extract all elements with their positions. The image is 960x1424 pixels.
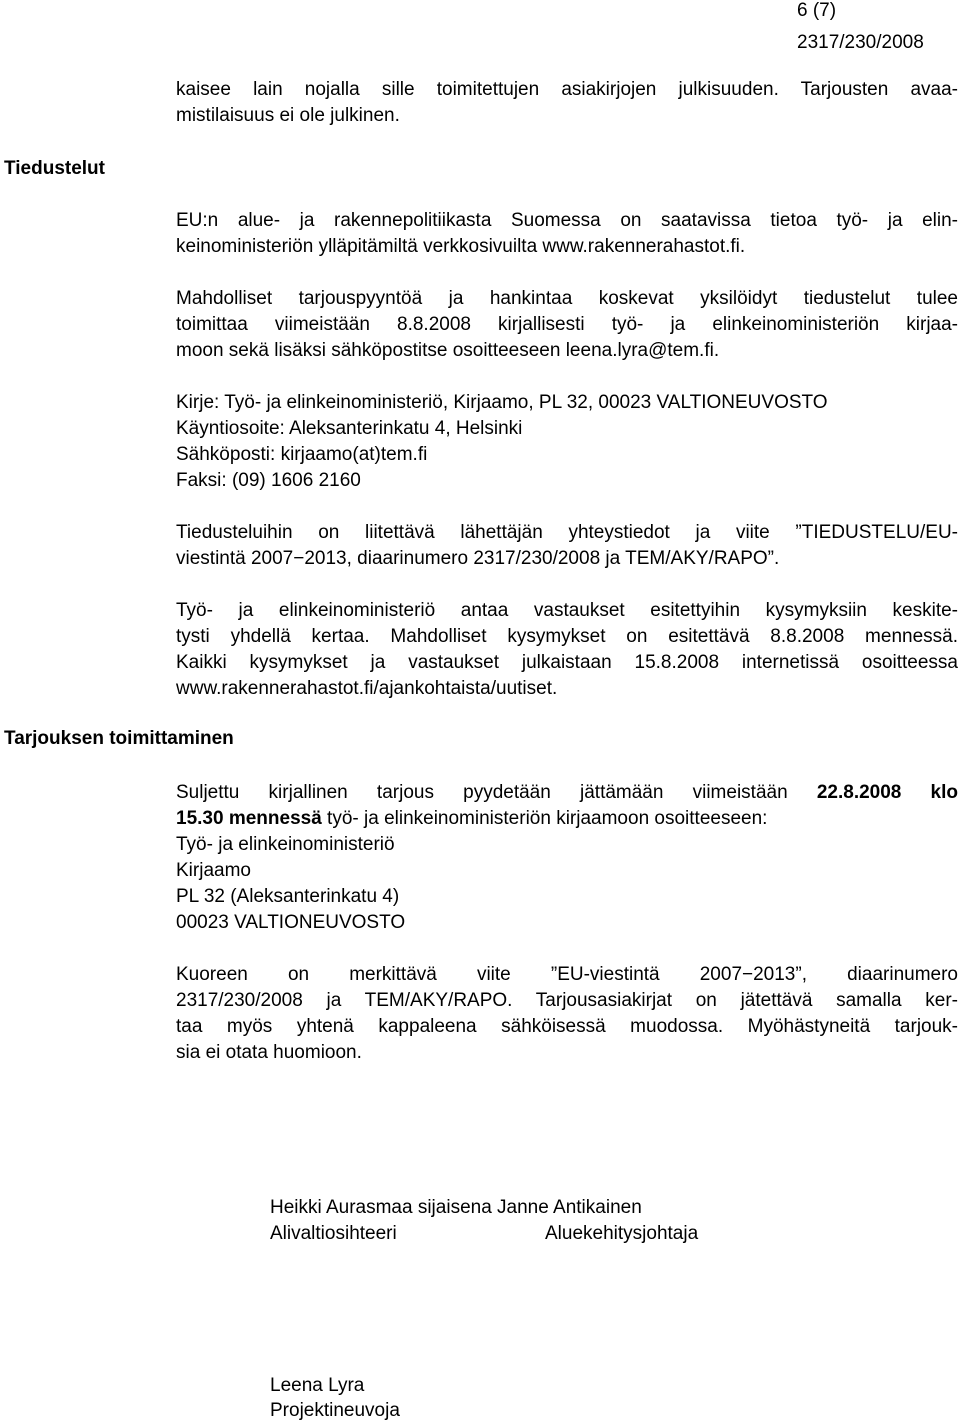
paragraph-line: www.rakennerahastot.fi/ajankohtaista/uutiset. (176, 678, 558, 699)
document-number: 2317/230/2008 (797, 32, 924, 53)
paragraph-line: Kaikki kysymykset ja vastaukset julkaistaan 15.8.2008 internetissä osoitteessa (176, 652, 958, 673)
signatory-names: Heikki Aurasmaa sijaisena Janne Antikainen (270, 1197, 642, 1218)
deadline-time: 15.30 mennessä (176, 808, 322, 829)
address-line: Faksi: (09) 1606 2160 (176, 470, 361, 491)
paragraph-line: viestintä 2007−2013, diaarinumero 2317/230/2008 ja TEM/AKY/RAPO”. (176, 548, 780, 569)
paragraph-line: moon sekä lisäksi sähköpostitse osoitteeseen leena.lyra@tem.fi. (176, 340, 720, 361)
address-line: Käyntiosoite: Aleksanterinkatu 4, Helsinki (176, 418, 523, 439)
paragraph-line: toimittaa viimeistään 8.8.2008 kirjallisesti työ- ja elinkeinoministeriön kirjaa- (176, 314, 958, 335)
address-line: Sähköposti: kirjaamo(at)tem.fi (176, 444, 428, 465)
paragraph-line: kaisee lain nojalla sille toimitettujen asiakirjojen julkisuuden. Tarjousten avaa- (176, 79, 958, 100)
paragraph-line: Kuoreen on merkittävä viite ”EU-viestintä 2007−2013”, diaarinumero (176, 964, 958, 985)
address-line: 00023 VALTIONEUVOSTO (176, 912, 406, 933)
contact-title: Projektineuvoja (270, 1400, 400, 1421)
paragraph-line: keinoministeriön ylläpitämiltä verkkosivuilta www.rakennerahastot.fi. (176, 236, 746, 257)
signatory-title: Alivaltiosihteeri (270, 1223, 397, 1244)
deadline-text: työ- ja elinkeinoministeriön kirjaamoon osoitteeseen: (321, 808, 768, 829)
paragraph-line: taa myös yhtenä kappaleena sähköisessä muodossa. Myöhästyneitä tarjouk- (176, 1016, 958, 1037)
paragraph-line: Tiedusteluihin on liitettävä lähettäjän yhteystiedot ja viite ”TIEDUSTELU/EU- (176, 522, 958, 543)
heading-tarjouksen-toimittaminen: Tarjouksen toimittaminen (4, 728, 234, 749)
deadline-text: Suljettu kirjallinen tarjous pyydetään jättämään viimeistään (176, 782, 817, 803)
paragraph-line (176, 807, 767, 831)
paragraph-line: EU:n alue- ja rakennepolitiikasta Suomessa on saatavissa tietoa työ- ja elin- (176, 210, 958, 231)
address-line: PL 32 (Aleksanterinkatu 4) (176, 886, 400, 907)
paragraph-line: mistilaisuus ei ole julkinen. (176, 105, 400, 126)
paragraph-line (176, 781, 958, 805)
address-line: Kirje: Työ- ja elinkeinoministeriö, Kirjaamo, PL 32, 00023 VALTIONEUVOSTO (176, 392, 828, 413)
paragraph-line: sia ei otata huomioon. (176, 1042, 362, 1063)
heading-tiedustelut: Tiedustelut (4, 158, 105, 179)
signatory-title: Aluekehitysjohtaja (545, 1223, 699, 1244)
paragraph-line: Työ- ja elinkeinoministeriö antaa vastaukset esitettyihin kysymyksiin keskite- (176, 600, 958, 621)
contact-name: Leena Lyra (270, 1375, 365, 1396)
address-line: Kirjaamo (176, 860, 251, 881)
paragraph-line: 2317/230/2008 ja TEM/AKY/RAPO. Tarjousasiakirjat on jätettävä samalla ker- (176, 990, 958, 1011)
address-line: Työ- ja elinkeinoministeriö (176, 834, 395, 855)
paragraph-line: tysti yhdellä kertaa. Mahdolliset kysymykset on esitettävä 8.8.2008 mennessä. (176, 626, 958, 647)
page-number: 6 (7) (797, 0, 837, 21)
deadline-date: 22.8.2008 klo (816, 782, 958, 803)
paragraph-line: Mahdolliset tarjouspyyntöä ja hankintaa koskevat yksilöidyt tiedustelut tulee (176, 288, 958, 309)
